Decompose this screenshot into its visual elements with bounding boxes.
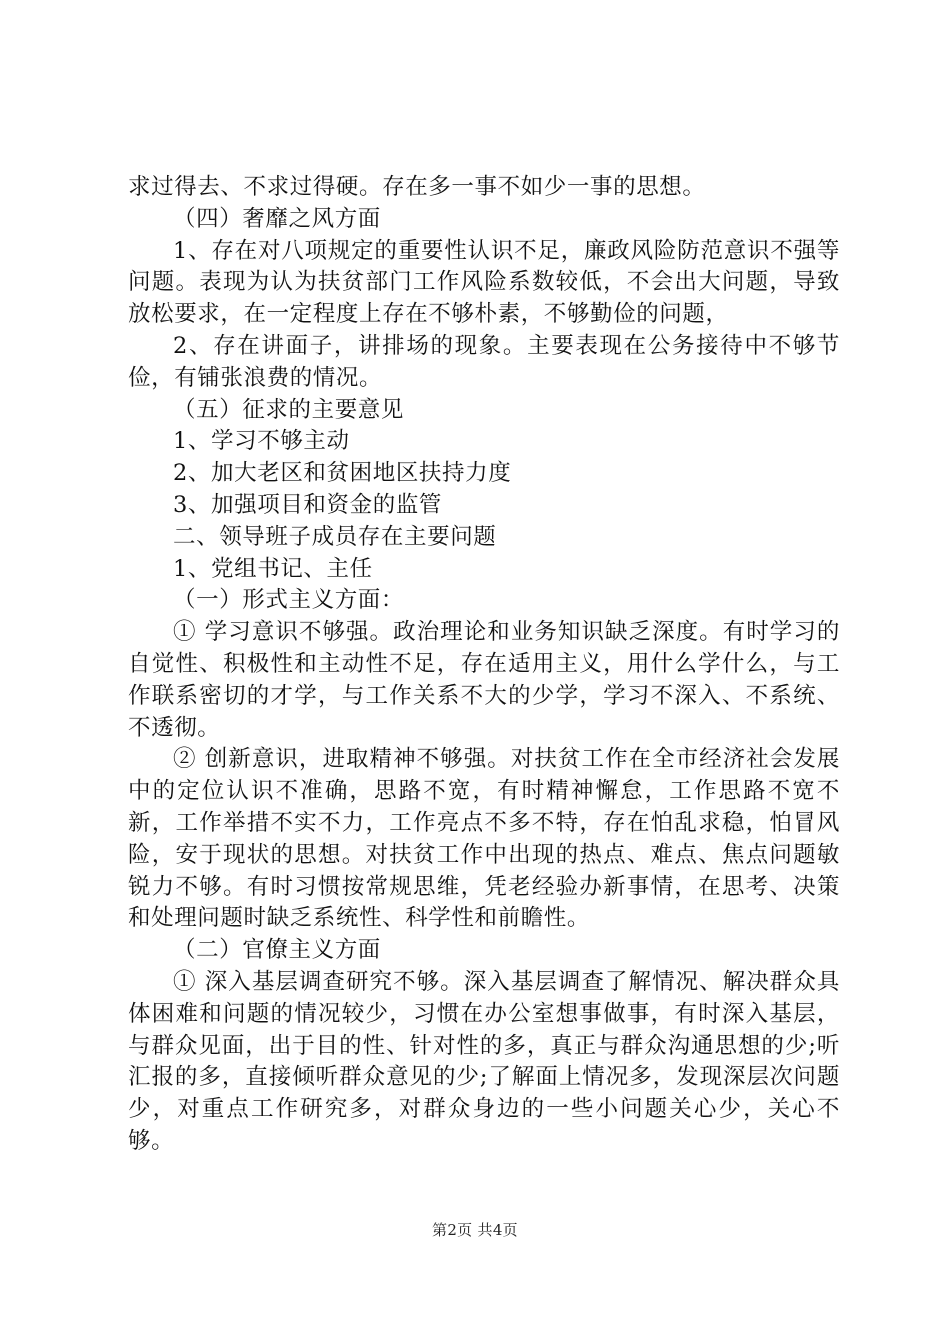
section-heading-formalism: （一）形式主义方面： xyxy=(173,587,405,614)
paragraph-14: ① 深入基层调查研究不够。深入基层调查了解情况、解决群众具体困难和问题的情况较少，习惯在办公室想事做事，有时深入基层，与群众见面，出于目的性、针对性的多，真正与群众沟通思想的少;听汇报的多，直接倾听群众意见的少;了解面上情况多，发现深层次问题少，对重点工作研究多，对群众身边的一些小问题关心少，关心不够。 xyxy=(128,968,840,1154)
section-heading-members: 二、领导班子成员存在主要问题 xyxy=(173,523,497,550)
paragraph-3: 2、存在讲面子，讲排场的现象。主要表现在公务接待中不够节俭，有铺张浪费的情况。 xyxy=(128,332,840,391)
section-heading-bureaucracy: （二）官僚主义方面 xyxy=(173,937,381,964)
page-number-footer: 第2页 共4页 xyxy=(432,1221,518,1239)
document-body xyxy=(128,172,840,1158)
paragraph-11: ① 学习意识不够强。政治理论和业务知识缺乏深度。有时学习的自觉性、积极性和主动性不足，存在适用主义，用什么学什么，与工作联系密切的才学，与工作关系不大的少学，学习不深入、不系统、不透彻。 xyxy=(128,619,840,741)
list-item-3: 3、加强项目和资金的监管 xyxy=(173,491,443,518)
paragraph-2: 1、存在对八项规定的重要性认识不足，廉政风险防范意识不强等问题。表现为认为扶贫部门工作风险系数较低，不会出大问题，导致放松要求，在一定程度上存在不够朴素，不够勤俭的问题， xyxy=(128,237,840,328)
list-item-1: 1、学习不够主动 xyxy=(173,428,350,455)
subheading-secretary: 1、党组书记、主任 xyxy=(173,555,373,582)
section-heading-extravagance: （四）奢靡之风方面 xyxy=(173,205,381,232)
paragraph-12: ② 创新意识，进取精神不够强。对扶贫工作在全市经济社会发展中的定位认识不准确，思路不宽，有时精神懈怠，工作思路不宽不新，工作举措不实不力，工作亮点不多不特，存在怕乱求稳，怕冒风险，安于现状的思想。对扶贫工作中出现的热点、难点、焦点问题敏锐力不够。有时习惯按常规思维，凭老经验办新事情，在思考、决策和处理问题时缺乏系统性、科学性和前瞻性。 xyxy=(128,746,840,932)
section-heading-opinions: （五）征求的主要意见 xyxy=(173,396,405,423)
paragraph-0: 求过得去、不求过得硬。存在多一事不如少一事的思想。 xyxy=(128,174,706,200)
list-item-2: 2、加大老区和贫困地区扶持力度 xyxy=(173,460,512,487)
